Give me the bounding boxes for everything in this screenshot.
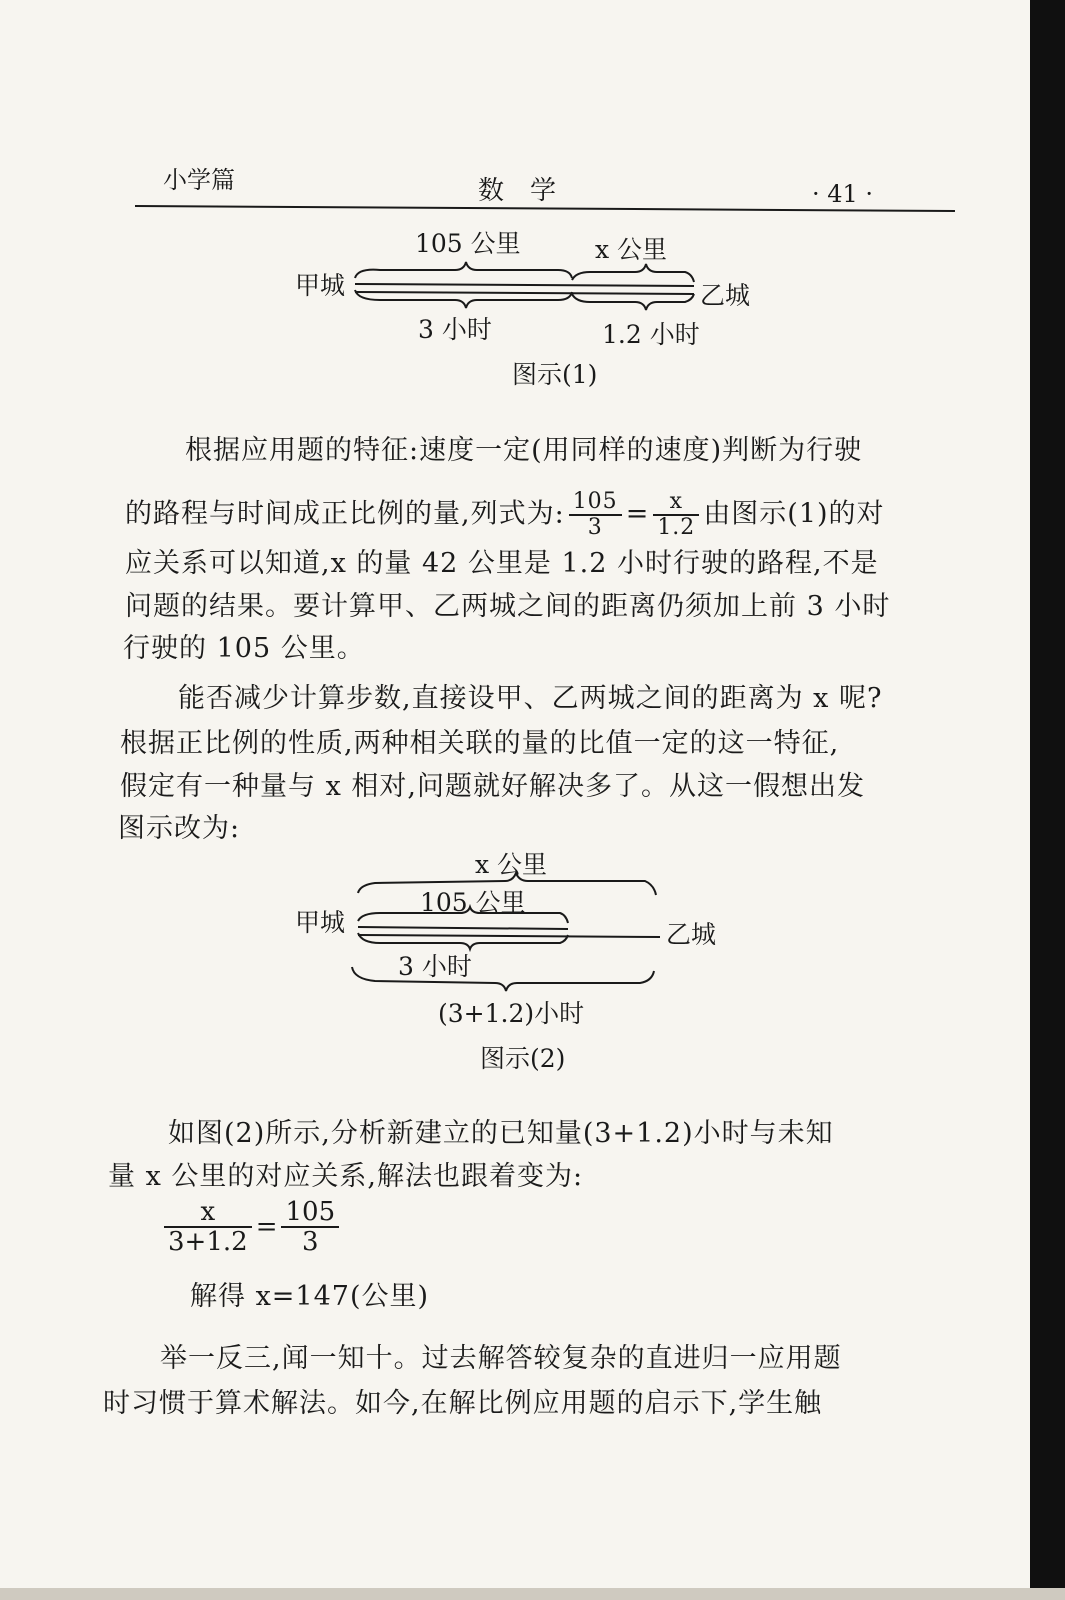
para4-line2: 时习惯于算术解法。如今,在解比例应用题的启示下,学生触 (103, 1388, 823, 1419)
fig2-label-105km: 105 公里 (420, 888, 526, 917)
fig2-label-3h: 3 小时 (398, 952, 472, 981)
para3-line2: 量 x 公里的对应关系,解法也跟着变为: (108, 1161, 584, 1192)
fraction-x-over-1-2 (653, 490, 699, 540)
para2-line4: 图示改为: (118, 813, 241, 844)
scan-bottom-edge (0, 1588, 1065, 1600)
para2-line1: 能否减少计算步数,直接设甲、乙两城之间的距离为 x 呢? (178, 683, 883, 714)
para1-line3: 应关系可以知道,x 的量 42 公里是 1.2 小时行驶的路程,不是 (125, 548, 879, 579)
para2-line2: 根据正比例的性质,两种相关联的量的比值一定的这一特征, (120, 728, 840, 759)
fraction-numerator: x (164, 1198, 252, 1228)
fraction-numerator: 105 (281, 1198, 339, 1228)
para1-line2 (125, 490, 885, 540)
fraction-105-over-3 (281, 1198, 339, 1256)
fig2-road-bottom (358, 935, 660, 937)
fraction-denominator: 1.2 (657, 515, 696, 540)
fig1-road-top (355, 284, 694, 286)
fraction-numerator: x (653, 490, 699, 516)
fig1-label-105km: 105 公里 (415, 229, 521, 258)
fig1-caption: 图示(1) (512, 360, 598, 389)
running-header-subject: 数 学 (478, 176, 557, 206)
fig1-brace-top-left (355, 262, 572, 278)
figure-2 (280, 845, 750, 1085)
fraction-denominator: 3+1.2 (168, 1227, 248, 1257)
solution-line: 解得 x=147(公里) (190, 1281, 430, 1312)
para1-line4: 问题的结果。要计算甲、乙两城之间的距离仍须加上前 3 小时 (125, 591, 891, 622)
fraction-x-over-sum (164, 1198, 252, 1256)
fig2-city-jia: 甲城 (295, 908, 346, 937)
fig1-label-1-2h: 1.2 小时 (602, 320, 700, 349)
running-header-section: 小学篇 (163, 166, 235, 194)
fig1-label-x-km: x 公里 (595, 235, 668, 264)
equals-sign: = (255, 1212, 278, 1242)
fraction-denominator: 3 (302, 1227, 319, 1257)
fig1-city-yi: 乙城 (700, 281, 751, 310)
fig2-label-x-km: x 公里 (475, 850, 548, 879)
fig1-brace-bottom-right (572, 294, 694, 310)
para2-line3: 假定有一种量与 x 相对,问题就好解决多了。从这一假想出发 (120, 771, 865, 802)
fig1-road-bottom (355, 292, 694, 294)
fig2-city-yi: 乙城 (666, 920, 717, 949)
equals-sign: = (625, 498, 650, 530)
para1-line2-pre: 的路程与时间成正比例的量,列式为: (125, 498, 565, 530)
fig2-label-total-hours: (3+1.2)小时 (438, 999, 585, 1028)
para1-line1: 根据应用题的特征:速度一定(用同样的速度)判断为行驶 (185, 435, 863, 466)
fraction-numerator: 105 (569, 490, 622, 516)
fraction-denominator: 3 (587, 515, 603, 540)
fig1-brace-top-right (572, 264, 694, 282)
para4-line1: 举一反三,闻一知十。过去解答较复杂的直进归一应用题 (160, 1343, 842, 1374)
scan-dark-edge (1030, 0, 1065, 1600)
fig2-road-top (358, 927, 568, 929)
para1-line5: 行驶的 105 公里。 (123, 633, 365, 664)
equation-block (160, 1198, 343, 1256)
fig1-label-3h: 3 小时 (418, 315, 492, 344)
page-number: · 41 · (812, 180, 874, 208)
fraction-105-over-3 (569, 490, 622, 540)
figure-1 (280, 228, 800, 398)
para1-line2-post: 由图示(1)的对 (703, 498, 885, 530)
fig2-caption: 图示(2) (480, 1044, 566, 1073)
fig1-city-jia: 甲城 (295, 271, 346, 300)
para3-line1: 如图(2)所示,分析新建立的已知量(3+1.2)小时与未知 (168, 1118, 834, 1149)
